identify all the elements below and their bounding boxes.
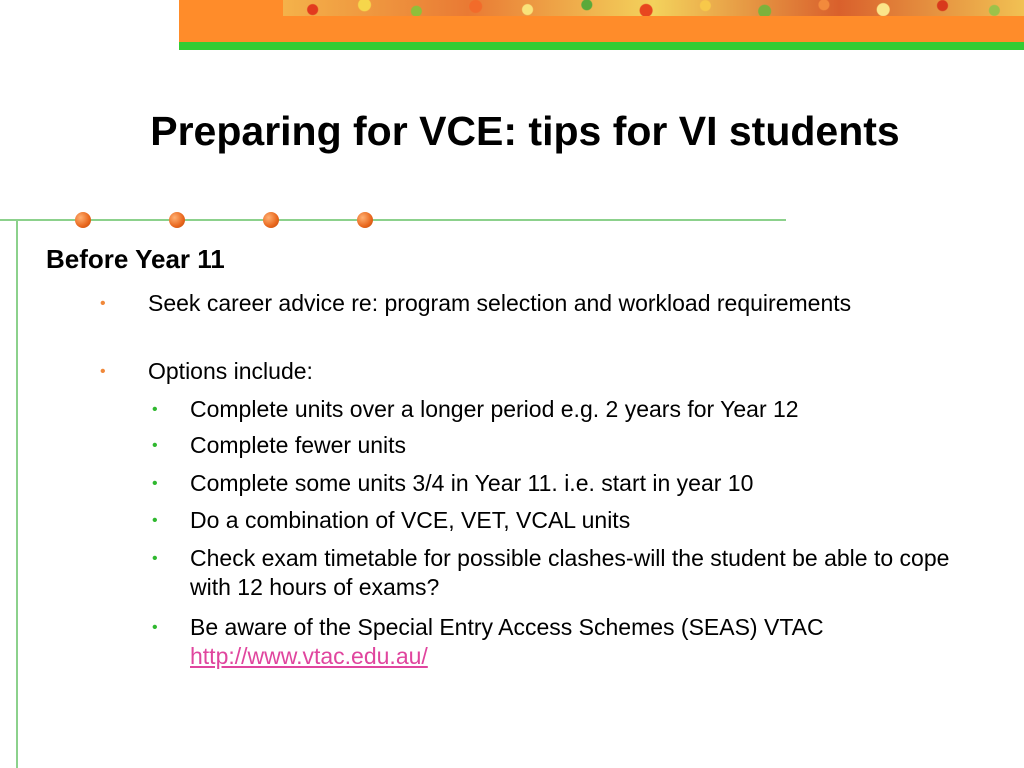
bullet-icon: • — [152, 475, 158, 492]
bullet-text: Complete units over a longer period e.g. 2 years for Year 12 — [190, 396, 799, 422]
bullet-text: Complete some units 3/4 in Year 11. i.e. start in year 10 — [190, 470, 754, 496]
list-item — [152, 544, 980, 602]
orange-dot-1 — [75, 212, 91, 228]
vtac-link[interactable]: http://www.vtac.edu.au/ — [190, 643, 428, 669]
header-floral-strip — [283, 0, 1024, 16]
list-item — [152, 613, 900, 671]
bullet-text: Check exam timetable for possible clashes-will the student be able to cope with 12 hours of exams? — [190, 545, 950, 600]
vertical-divider — [16, 219, 18, 768]
section-heading: Before Year 11 — [46, 244, 225, 274]
slide-title: Preparing for VCE: tips for VI students — [150, 108, 900, 154]
bullet-icon: • — [152, 401, 158, 418]
list-item — [152, 506, 990, 535]
orange-dot-2 — [169, 212, 185, 228]
bullet-text: Complete fewer units — [190, 432, 407, 458]
bullet-icon: • — [152, 512, 158, 529]
list-item — [152, 431, 990, 460]
list-item — [152, 469, 990, 498]
horizontal-divider — [0, 219, 786, 221]
list-item — [100, 289, 868, 318]
bullet-icon: • — [100, 363, 106, 380]
bullet-text: Be aware of the Special Entry Access Schemes (SEAS) VTAC — [190, 614, 824, 640]
bullet-icon: • — [152, 619, 158, 636]
bullet-text: Seek career advice re: program selection and workload requirements — [148, 290, 852, 316]
bullet-icon: • — [152, 550, 158, 567]
bullet-text: Options include: — [148, 358, 313, 384]
list-item — [100, 357, 868, 386]
bullet-icon: • — [152, 437, 158, 454]
bullet-icon: • — [100, 295, 106, 312]
orange-dot-4 — [357, 212, 373, 228]
orange-dot-3 — [263, 212, 279, 228]
bullet-text: Do a combination of VCE, VET, VCAL units — [190, 507, 631, 533]
list-item — [152, 395, 990, 424]
